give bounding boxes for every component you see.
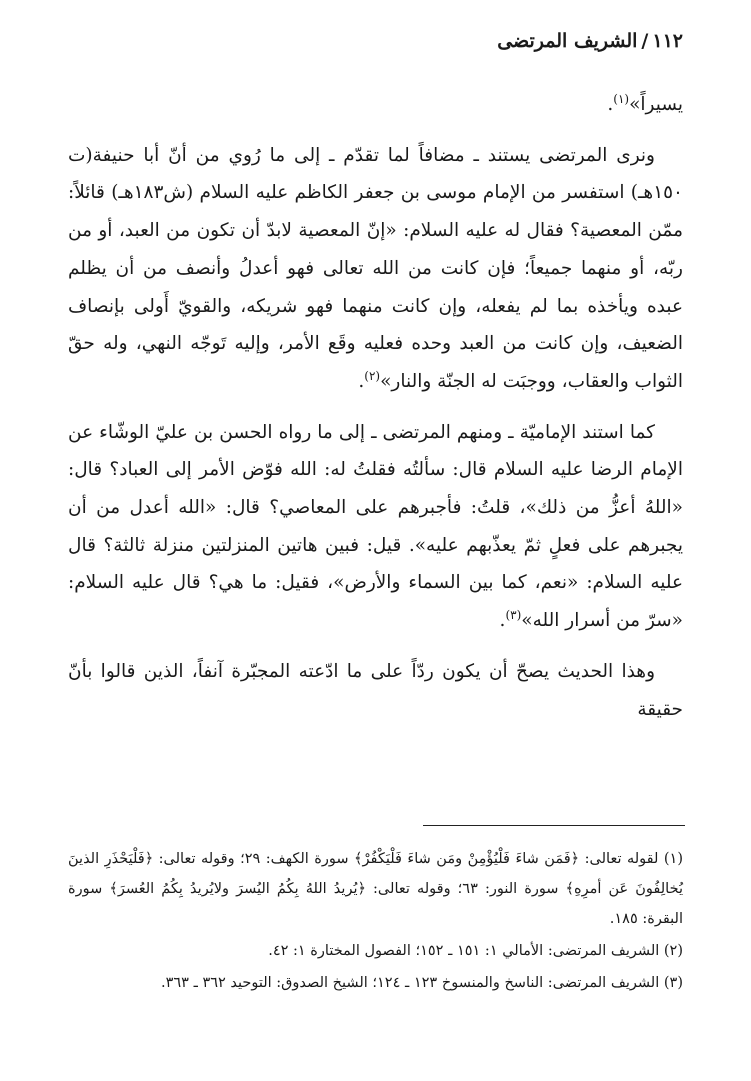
paragraph-1-end: . xyxy=(607,94,614,115)
paragraph-3 xyxy=(68,414,683,640)
footnote-ref-2: (٢) xyxy=(364,368,381,383)
footnote-1-line-b: ﴿فَلْيَحْذَرِ الذينَ يُخالِفُونَ عَن أمرِهِ﴾ سورة النور: ٦٣؛ وقوله تعالى: ﴿يُريدُ اللهُ بِكُمُ اليُسرَ ولايُريدُ بِكُمُ العُسرَ﴾ سورة البقرة: ١٨٥. xyxy=(68,851,683,927)
paragraph-4 xyxy=(68,653,683,728)
paragraph-4-text: وهذا الحديث يصحّ أن يكون ردّاً على ما ادّعته المجبّرة آنفاً، الذين قالوا بأنّ حقيقة xyxy=(68,660,683,720)
footnote-3: (٣) الشريف المرتضى: الناسخ والمنسوخ ١٢٣ ـ ١٢٤؛ الشيخ الصدوق: التوحيد ٣٦٢ ـ ٣٦٣. xyxy=(160,975,683,991)
footnote-1-line-a: (١) لقوله تعالى: ﴿فَمَن شاءَ فَلْيُؤْمِنْ ومَن شاءَ فَلْيَكْفُرْ﴾ سورة الكهف: ٢٩؛ وقوله تعالى: xyxy=(158,851,683,867)
paragraph-1-text: يسيراً» xyxy=(629,94,683,115)
main-text xyxy=(68,86,683,728)
footnote-divider xyxy=(423,825,685,826)
header-separator: / xyxy=(641,30,649,52)
footnote-ref-1: (١) xyxy=(613,91,630,106)
footnote-ref-3: (٣) xyxy=(505,607,522,622)
paragraph-3-text: كما استند الإماميّة ـ ومنهم المرتضى ـ إلى ما رواه الحسن بن عليّ الوشّاء عن الإمام الرضا عليه السلام قال: سألتُه فقلتُ له: الله فوّض الأمر إلى العباد؟ قال: «اللهُ أعزُّ من ذلك»، قلتُ: فأجبرهم على المعاصي؟ قال: «الله أعدل من أن يجبرهم على فعلٍ ثمّ يعذّبهم عليه». قيل: فبين هاتين المنزلتين منزلة ثالثة؟ قال عليه السلام: «نعم، كما بين السماء والأرض»، فقيل: ما هي؟ قال عليه السلام: «سرّ من أسرار الله» xyxy=(68,421,683,632)
book-title: الشريف المرتضى xyxy=(497,30,638,52)
footnotes xyxy=(68,844,683,998)
footnote-1 xyxy=(68,844,683,934)
page-number: ١١٢ xyxy=(652,30,683,52)
paragraph-1 xyxy=(68,86,683,124)
running-header xyxy=(497,30,683,52)
paragraph-2-text: ونرى المرتضى يستند ـ مضافاً لما تقدّم ـ إلى ما رُوي من أنّ أبا حنيفة(ت ١٥٠هـ) استفسر من الإمام موسى بن جعفر الكاظم عليه السلام (ش١٨٣هـ) قائلاً: ممّن المعصية؟ فقال له عليه السلام: «إنّ المعصية لابدّ أن تكون من العبد، أو من ربّه، أو منهما جميعاً؛ فإن كانت من الله تعالى فهو أعدلُ وأنصف من أن يظلم عبده ويأخذه بما لم يفعله، وإن كانت منهما فهو شريكه، والقويّ أَولى بإنصاف الضعيف، وإن كانت من العبد وحده فعليه وقَع الأمر، وإليه تَوجّه النهي، وله حقّ الثواب والعقاب، ووجبَت له الجنّة والنار» xyxy=(68,144,683,392)
paragraph-2 xyxy=(68,137,683,401)
paragraph-3-end: . xyxy=(499,610,506,632)
footnote-2: (٢) الشريف المرتضى: الأمالي ١: ١٥١ ـ ١٥٢؛ الفصول المختارة ١: ٤٢. xyxy=(268,943,683,959)
paragraph-2-end: . xyxy=(358,370,365,392)
